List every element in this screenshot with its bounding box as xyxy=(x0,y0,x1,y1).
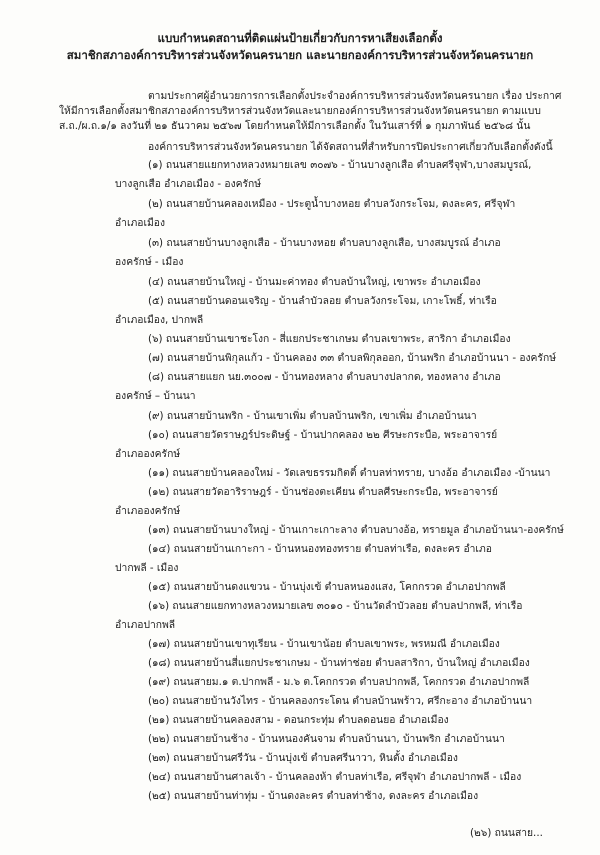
list-item: (๔) ถนนสายบ้านใหญ่ - บ้านมะค่าทอง ตำบลบ้านใหญ่, เขาพระ อำเภอเมือง xyxy=(148,276,481,288)
list-item: (๑๙) ถนนสายม.๑ ต.ปากพลี - ม.๖ ต.โคกกรวด ตำบลปากพลี, โคกกรวด อำเภอปากพลี xyxy=(148,676,530,688)
intro-line: องค์การบริหารส่วนจังหวัดนครนายก ได้จัดสถานที่สำหรับการปิดประกาศเกี่ยวกับเลือกตั้งดังนี้ xyxy=(148,141,553,153)
list-item: (๙) ถนนสายบ้านพริก - บ้านเขาเพิ่ม ตำบลบ้านพริก, เขาเพิ่ม อำเภอบ้านนา xyxy=(148,410,477,422)
list-item: (๓) ถนนสายบ้านบางลูกเสือ - บ้านบางหอย ตำบลบางลูกเสือ, บางสมบูรณ์ อำเภอ xyxy=(148,237,501,249)
list-item: (๑๗) ถนนสายบ้านเขาทุเรียน - บ้านเขาน้อย ตำบลเขาพระ, พรหมณี อำเภอเมือง xyxy=(148,638,500,650)
list-item: (๕) ถนนสายบ้านดอนเจริญ - บ้านลำบัวลอย ตำบลวังกระโจม, เกาะโพธิ์, ท่าเรือ xyxy=(148,295,497,307)
list-item: (๑๔) ถนนสายบ้านเกาะกา - บ้านหนองทองทราย ตำบลท่าเรือ, ดงละคร อำเภอ xyxy=(148,543,492,555)
list-item-continuation: อำเภอองครักษ์ xyxy=(115,448,181,460)
list-item: (๑๒) ถนนสายวัดอาริราษฎร์ - บ้านช่องตะเคียน ตำบลศีรษะกระบือ, พระอาจารย์ xyxy=(148,486,498,498)
list-item-continuation: บางลูกเสือ อำเภอเมือง - องครักษ์ xyxy=(115,178,262,190)
intro-line: ส.ถ./ผ.ถ.๑/๑ ลงวันที่ ๒๑ ธันวาคม ๒๕๖๗ โดยกำหนดให้มีการเลือกตั้ง ในวันเสาร์ที่ ๑ กุมภาพันธ์ ๒๕๖๘ นั้น xyxy=(59,120,531,132)
list-item: (๑๘) ถนนสายบ้านสี่แยกประชาเกษม - บ้านท่าช่อย ตำบลสาริกา, บ้านใหญ่ อำเภอเมือง xyxy=(148,657,530,669)
page-subtitle: สมาชิกสภาองค์การบริหารส่วนจังหวัดนครนายก และนายกองค์การบริหารส่วนจังหวัดนครนายก xyxy=(66,48,534,62)
list-item-continuation: อำเภอองครักษ์ xyxy=(115,505,181,517)
list-item: (๒๕) ถนนสายบ้านท่าทุ่ม - บ้านดงละคร ตำบลท่าช้าง, ดงละคร อำเภอเมือง xyxy=(148,790,479,802)
list-item-continuation: อำเภอเมือง xyxy=(115,217,165,229)
list-item: (๒๑) ถนนสายบ้านคลองสาม - ดอนกระทุ่ม ตำบลดอนยอ อำเภอเมือง xyxy=(148,714,449,726)
list-item: (๒) ถนนสายบ้านคลองเหมือง - ประตูน้ำบางหอย ตำบลวังกระโจม, ดงละคร, ศรีจุฬา xyxy=(148,198,516,210)
list-item: (๗) ถนนสายบ้านพิกุลแก้ว - บ้านคลอง ๓๓ ตำบลพิกุลออก, บ้านพริก อำเภอบ้านนา - องครักษ์ xyxy=(148,352,556,364)
intro-line: ตามประกาศผู้อำนวยการการเลือกตั้งประจำองค์การบริหารส่วนจังหวัดนครนายก เรื่อง ประกาศ xyxy=(148,90,562,102)
list-item: (๒๐) ถนนสายบ้านวังไทร - บ้านคลองกระโดน ตำบลบ้านพร้าว, ศรีกะอาง อำเภอบ้านนา xyxy=(148,695,533,707)
intro-line: ให้มีการเลือกตั้งสมาชิกสภาองค์การบริหารส่วนจังหวัดและนายกองค์การบริหารส่วนจังหวัดนครนายก ตามแบบ xyxy=(59,105,541,117)
list-item: (๒๓) ถนนสายบ้านศรีวัน - บ้านบุ่งเข้ ตำบลศรีนาวา, หินตั้ง อำเภอเมือง xyxy=(148,752,458,764)
list-item-continuation: องครักษ์ – บ้านนา xyxy=(115,390,196,402)
list-item: (๖) ถนนสายบ้านเขาชะโงก - สี่แยกประชาเกษม ตำบลเขาพระ, สาริกา อำเภอเมือง xyxy=(148,333,511,345)
list-item: (๘) ถนนสายแยก นย.๓๐๐๗ - บ้านทองหลาง ตำบลบางปลากด, ทองหลาง อำเภอ xyxy=(148,371,501,383)
list-item: (๑๑) ถนนสายบ้านคลองใหม่ - วัดเลขธรรมกิตติ์ ตำบลท่าทราย, บางอ้อ อำเภอเมือง -บ้านนา xyxy=(148,467,551,479)
list-item: (๑๕) ถนนสายบ้านดงแขวน - บ้านบุ่งเข้ ตำบลหนองแสง, โคกกรวด อำเภอปากพลี xyxy=(148,581,506,593)
list-item-continuation: อำเภอปากพลี xyxy=(115,619,176,631)
list-item-continuation: ปากพลี - เมือง xyxy=(115,562,179,574)
list-item: (๑๐) ถนนสายวัดราษฎร์ประดิษฐ์ - บ้านปากคลอง ๒๒ ศีรษะกระบือ, พระอาจารย์ xyxy=(148,429,498,441)
list-item: (๑๖) ถนนสายแยกทางหลวงหมายเลข ๓๐๑๐ - บ้านวัดลำบัวลอย ตำบลปากพลี, ท่าเรือ xyxy=(148,600,523,612)
list-item: (๑) ถนนสายแยกทางหลวงหมายเลข ๓๐๗๖ - บ้านบางลูกเสือ ตำบลศรีจุฬา,บางสมบูรณ์, xyxy=(148,159,532,171)
list-item: (๒๒) ถนนสายบ้านช้าง - บ้านหนองคันจาม ตำบลบ้านนา, บ้านพริก อำเภอบ้านนา xyxy=(148,733,505,745)
list-item: (๒๔) ถนนสายบ้านศาลเจ้า - บ้านคลองห้า ตำบลท่าเรือ, ศรีจุฬา อำเภอปากพลี - เมือง xyxy=(148,771,522,783)
list-item: (๑๓) ถนนสายบ้านบางใหญ่ - บ้านเกาะเกาะลาง ตำบลบางอ้อ, ทรายมูล อำเภอบ้านนา-องครักษ์ xyxy=(148,524,564,536)
list-item-continuation: องครักษ์ - เมือง xyxy=(115,256,184,268)
list-item-continuation: อำเภอเมือง, ปากพลี xyxy=(115,314,204,326)
continuation-text: (๒๖) ถนนสาย... xyxy=(470,827,543,839)
page-title: แบบกำหนดสถานที่ติดแผ่นป้ายเกี่ยวกับการหาเสียงเลือกตั้ง xyxy=(157,31,443,45)
